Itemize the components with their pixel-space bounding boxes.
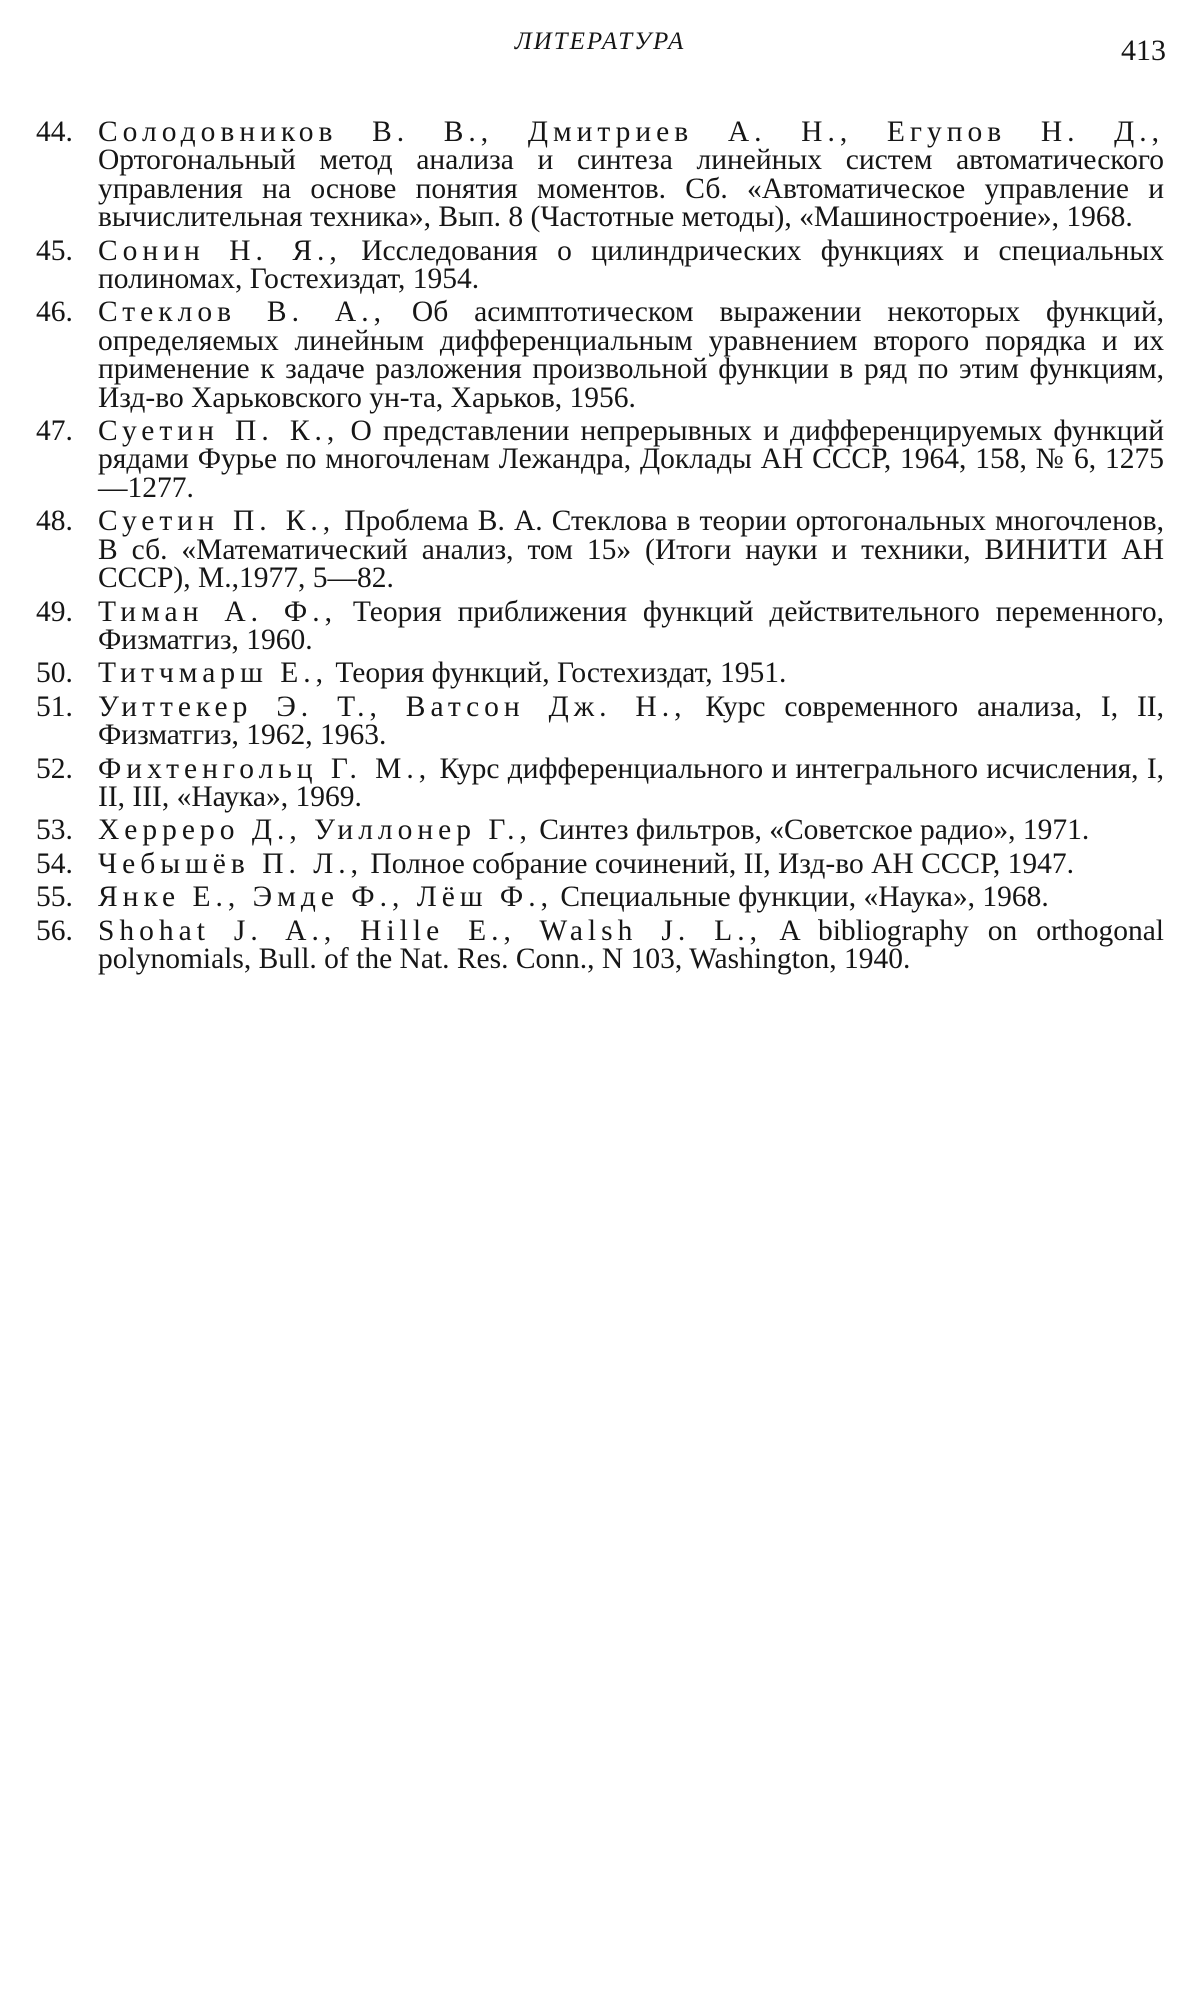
- reference-item: [36, 234, 1164, 296]
- reference-number: 51.: [36, 690, 73, 723]
- reference-authors: Стеклов В. А.,: [98, 296, 386, 329]
- reference-item: [36, 752, 1165, 813]
- reference-text: A bibliography on orthogonal polynomials, Bull. of the Nat. Res. Conn., N 103, Washington, 1940.: [98, 914, 1164, 975]
- reference-text: Теория функций, Гостехиздат, 1951.: [335, 657, 787, 690]
- reference-authors: Shohat J. A., Hille E., Walsh J. L.,: [98, 914, 762, 947]
- reference-number: 56.: [36, 914, 73, 947]
- reference-number: 53.: [36, 814, 73, 847]
- reference-authors: Херреро Д., Уиллонер Г.,: [98, 814, 532, 847]
- reference-item: [36, 914, 1164, 975]
- reference-item: [36, 595, 1164, 656]
- reference-authors: Фихтенгольц Г. М.,: [98, 752, 432, 785]
- reference-authors: Янке Е., Эмде Ф., Лёш Ф.,: [98, 881, 553, 914]
- reference-text: Теория приближения функций действительного переменного, Физматгиз, 1960.: [98, 595, 1164, 656]
- reference-item: [36, 505, 1164, 595]
- reference-item: [36, 814, 1164, 847]
- reference-item: [36, 690, 1165, 752]
- reference-text: Курс дифференциального и интегрального исчисления, I, II, III, «Наука», 1969.: [98, 752, 1165, 813]
- reference-text: Ортогональный метод анализа и синтеза линейных систем автоматического управления на основе понятия моментов. Сб. «Автоматическое управление и вычислительная техника», Вып. 8 (Частотные методы), «Машиностроение», 1968.: [98, 144, 1164, 234]
- reference-authors: Суетин П. К.,: [98, 505, 336, 538]
- reference-authors: Солодовников В. В., Дмитриев А. Н., Егупов Н. Д.,: [98, 116, 1164, 148]
- reference-item: [36, 657, 1164, 690]
- reference-item: [36, 847, 1164, 880]
- reference-authors: Чебышёв П. Л.,: [98, 847, 364, 880]
- reference-text: Исследования о цилиндрических функциях и специальных полиномах, Гостехиздат, 1954.: [98, 234, 1164, 296]
- reference-text: Курс современного анализа, I, II, Физматгиз, 1962, 1963.: [98, 690, 1165, 752]
- reference-number: 54.: [36, 847, 73, 880]
- reference-number: 44.: [36, 116, 73, 148]
- reference-item: [36, 298, 1164, 412]
- reference-text: Об асимптотическом выражении некоторых функций, определяемых линейным дифференциальным уравнением второго порядка и их применение к задаче разложения произвольной функции в ряд по этим функциям, Изд-во Харьковского ун-та, Харьков, 1956.: [98, 296, 1164, 414]
- reference-number: 48.: [36, 505, 73, 538]
- reference-number: 47.: [36, 415, 73, 448]
- reference-item: [36, 417, 1164, 502]
- reference-number: 46.: [36, 296, 73, 329]
- reference-authors: Сонин Н. Я.,: [98, 234, 342, 267]
- reference-number: 45.: [36, 234, 73, 267]
- reference-text: Синтез фильтров, «Советское радио», 1971.: [539, 814, 1090, 847]
- reference-text: Специальные функции, «Наука», 1968.: [560, 881, 1049, 914]
- page-number: 413: [1121, 34, 1166, 67]
- reference-number: 55.: [36, 881, 73, 914]
- reference-number: 52.: [36, 752, 73, 785]
- reference-text: Проблема В. А. Стеклова в теории ортогональных многочленов, В сб. «Математический анализ, том 15» (Итоги науки и техники, ВИНИТИ АН СССР), М.,1977, 5—82.: [98, 505, 1164, 595]
- reference-item: [36, 881, 1164, 914]
- reference-authors: Тиман А. Ф.,: [98, 595, 337, 628]
- reference-text: О представлении непрерывных и дифференцируемых функций рядами Фурье по многочленам Лежандра, Доклады АН СССР, 1964, 158, № 6, 1275 —1277.: [98, 415, 1165, 504]
- reference-authors: Суетин П. К.,: [98, 415, 340, 448]
- reference-authors: Уиттекер Э. Т., Ватсон Дж. Н.,: [98, 690, 687, 723]
- reference-number: 50.: [36, 657, 73, 690]
- running-header: [0, 24, 1200, 67]
- reference-list: [36, 118, 1164, 978]
- reference-text: Полное собрание сочинений, II, Изд-во АН СССР, 1947.: [370, 847, 1074, 880]
- reference-item: [36, 118, 1164, 232]
- reference-number: 49.: [36, 595, 73, 628]
- section-title: ЛИТЕРАТУРА: [514, 28, 686, 55]
- reference-authors: Титчмарш Е.,: [98, 657, 328, 690]
